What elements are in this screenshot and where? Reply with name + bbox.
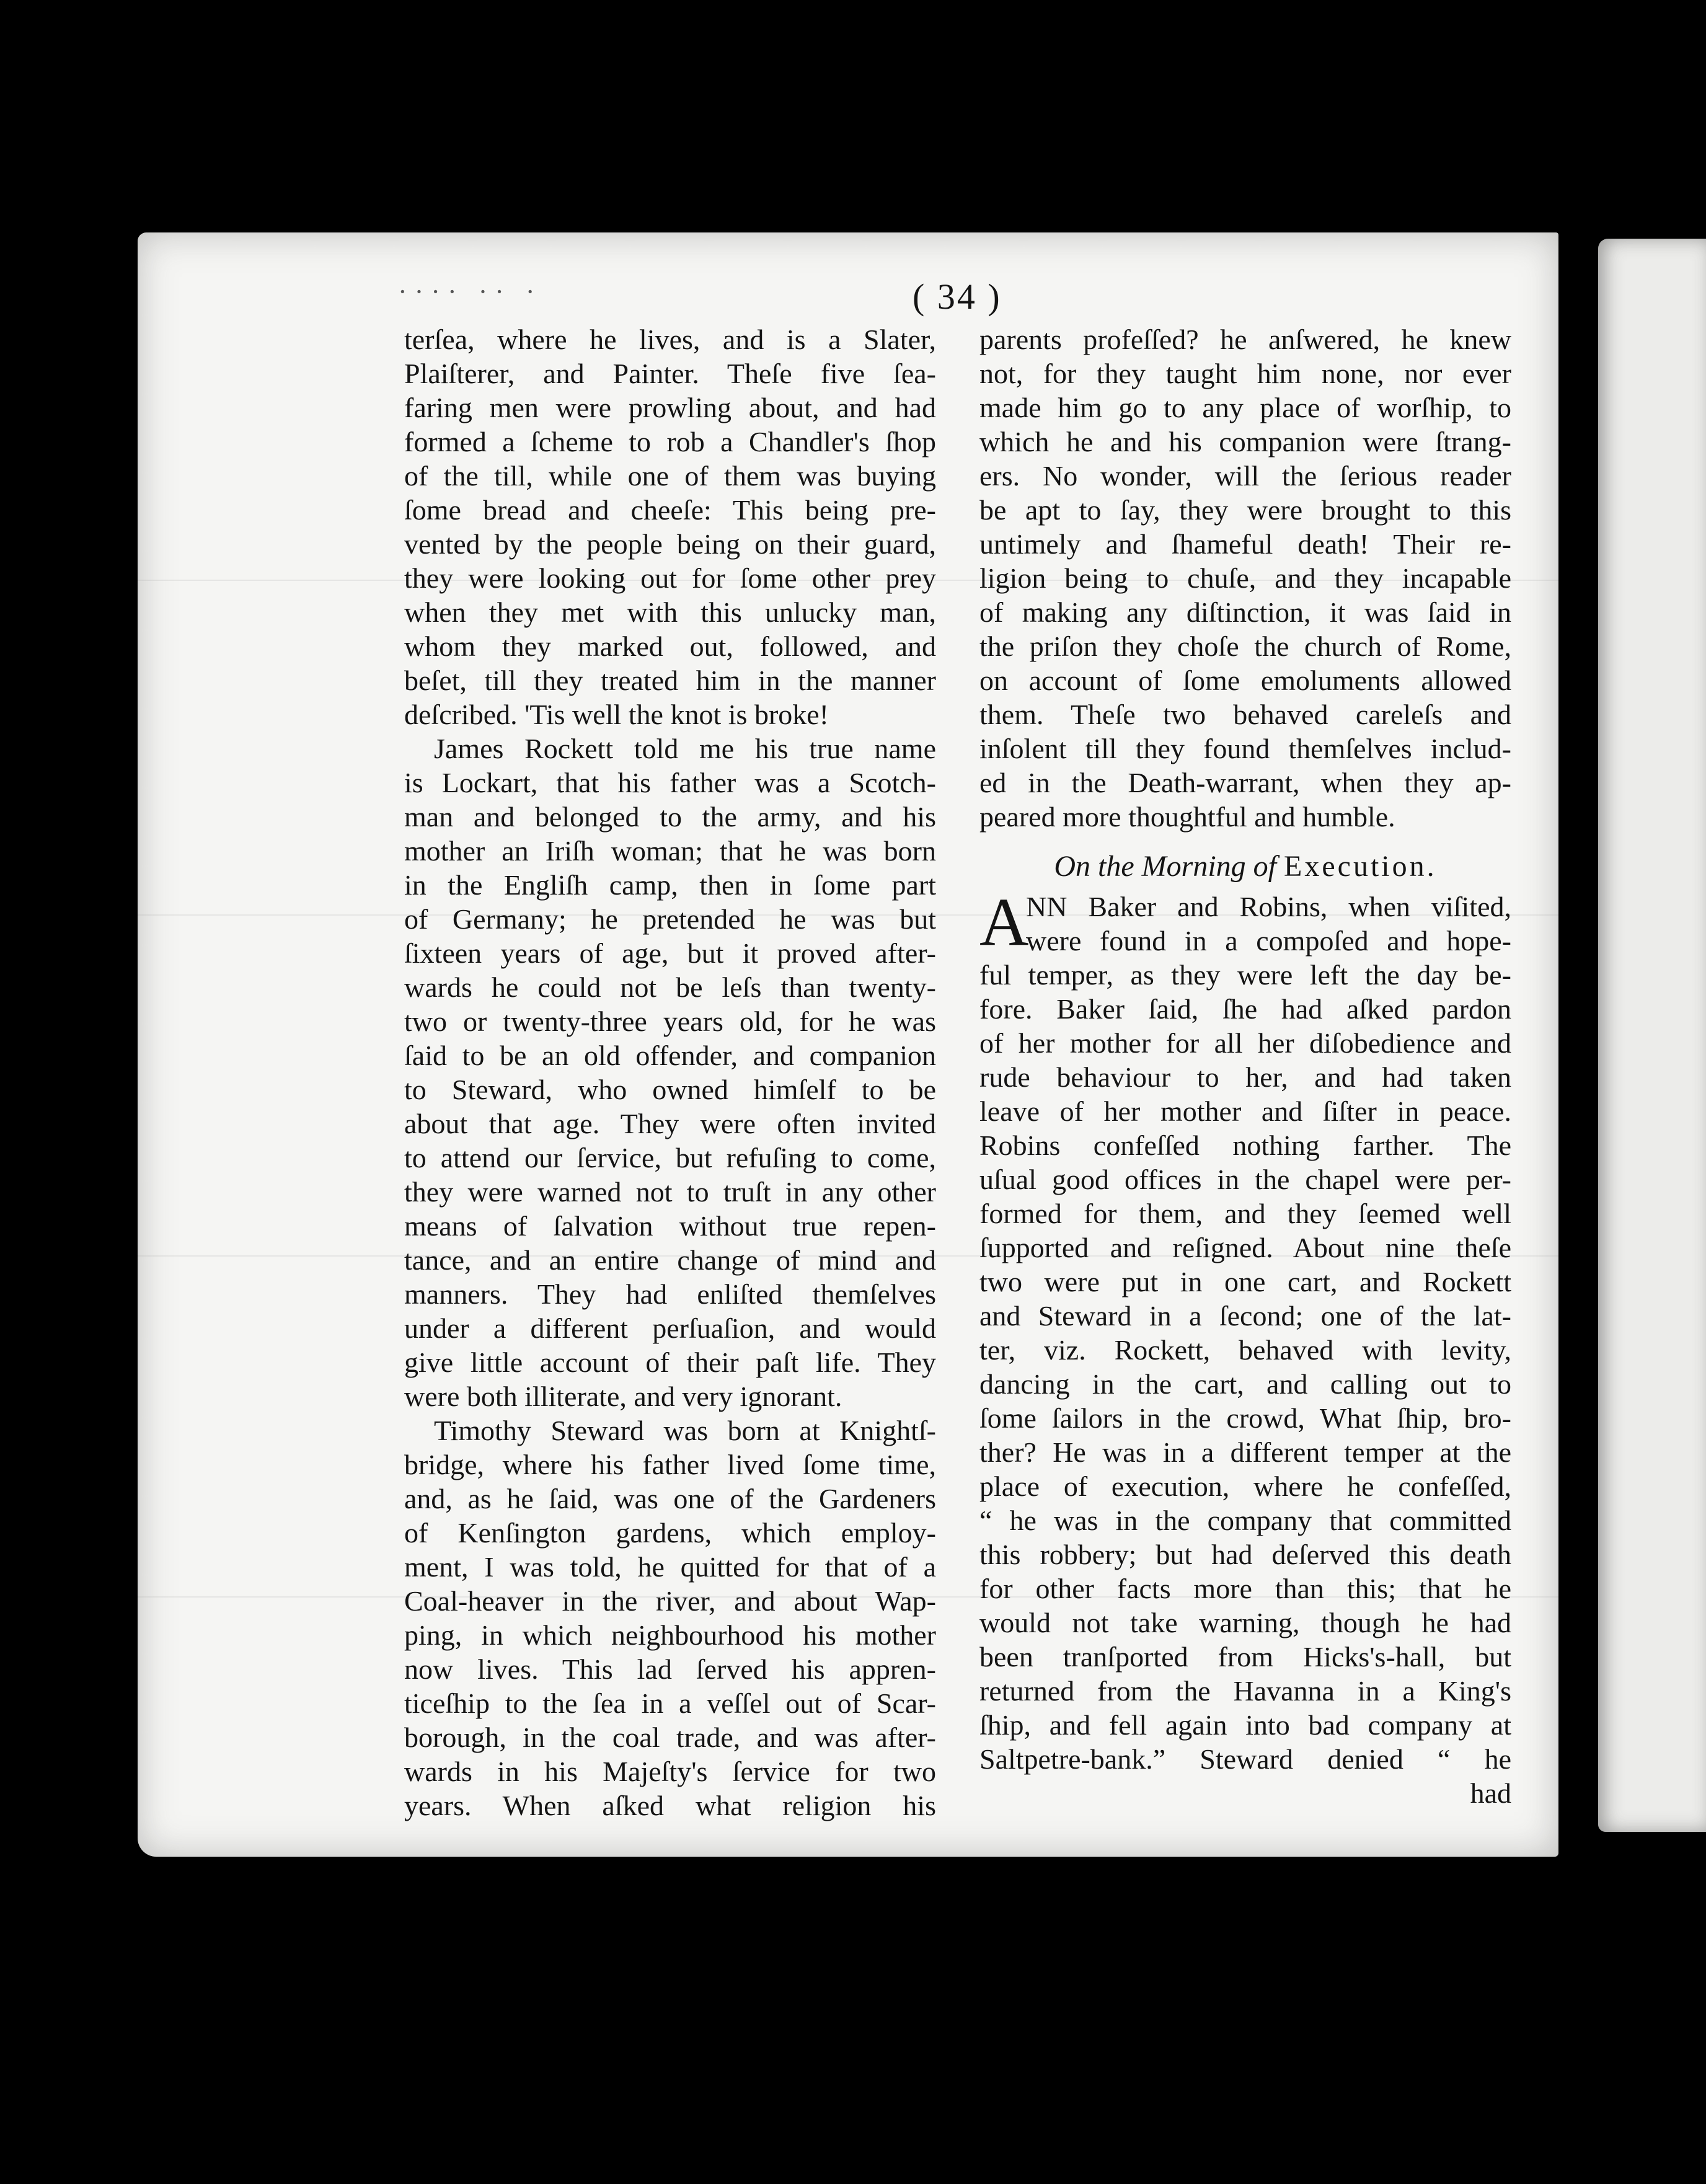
text-line-content: Robins confeſſed nothing farther. The xyxy=(979,1130,1511,1161)
text-line-content: ſaid to be an old offender, and companion xyxy=(404,1040,936,1071)
text-line xyxy=(979,1367,1511,1401)
text-line-content: ſixteen years of age, but it proved after- xyxy=(404,937,936,969)
printing-specks: ···· ·· · xyxy=(398,276,542,307)
text-line-content: of the till, while one of them was buying xyxy=(404,460,936,492)
text-line-content: been tranſported from Hicks's-hall, but xyxy=(979,1641,1511,1673)
text-line-content: and Steward in a ſecond; one of the lat- xyxy=(979,1300,1511,1332)
text-line xyxy=(404,1720,936,1754)
text-line-content: them. Theſe two behaved careleſs and xyxy=(979,699,1511,730)
text-line-content: they were warned not to truſt in any other xyxy=(404,1176,936,1208)
text-line xyxy=(979,1060,1511,1094)
text-line xyxy=(979,800,1511,834)
heading-caps: Execution. xyxy=(1284,850,1437,883)
text-line xyxy=(979,766,1511,800)
text-line xyxy=(404,493,936,527)
right-column xyxy=(979,322,1511,1810)
text-line-content: ſome bread and cheeſe: This being pre- xyxy=(404,494,936,526)
text-line xyxy=(979,1640,1511,1674)
text-line xyxy=(404,595,936,629)
text-line xyxy=(404,697,936,732)
text-line xyxy=(979,356,1511,391)
text-line-content: leave of her mother and ſiſter in peace. xyxy=(979,1095,1511,1127)
text-line xyxy=(404,766,936,800)
text-line xyxy=(404,425,936,459)
text-line xyxy=(979,1537,1511,1572)
text-line xyxy=(979,697,1511,732)
text-line xyxy=(404,936,936,970)
text-line xyxy=(404,1175,936,1209)
text-line xyxy=(404,1686,936,1720)
text-line xyxy=(979,1162,1511,1196)
text-line-content: on account of ſome emoluments allowed xyxy=(979,665,1511,696)
text-line-content: rude behaviour to her, and had taken xyxy=(979,1061,1511,1093)
text-line xyxy=(404,1584,936,1618)
text-line xyxy=(404,970,936,1004)
text-line-content: wards in his Majeſty's ſervice for two xyxy=(404,1756,936,1787)
text-line xyxy=(979,924,1511,958)
text-line xyxy=(979,663,1511,697)
text-line-content: two or twenty-three years old, for he was xyxy=(404,1006,936,1037)
text-line xyxy=(404,1107,936,1141)
text-line-content: means of ſalvation without true repen- xyxy=(404,1210,936,1242)
text-line xyxy=(979,1299,1511,1333)
text-line xyxy=(404,902,936,936)
text-line-content: ment, I was told, he quitted for that of a xyxy=(404,1551,936,1583)
text-line-content: this robbery; but had deſerved this death xyxy=(979,1539,1511,1570)
text-line-content: uſual good offices in the chapel were per- xyxy=(979,1164,1511,1195)
text-line-content: they were looking out for ſome other prey xyxy=(404,562,936,594)
text-line xyxy=(404,1141,936,1175)
text-line xyxy=(979,459,1511,493)
text-line xyxy=(979,1094,1511,1128)
text-line-content: were both illiterate, and very ignorant. xyxy=(404,1381,842,1412)
text-line-content: be apt to ſay, they were brought to this xyxy=(979,494,1511,526)
text-line-content: now lives. This lad ſerved his appren- xyxy=(404,1653,936,1685)
text-line-content: and, as he ſaid, was one of the Gardeners xyxy=(404,1483,936,1514)
text-line-content: give little account of their paſt life. They xyxy=(404,1346,936,1378)
text-line-content: wards he could not be leſs than twenty- xyxy=(404,971,936,1003)
text-line xyxy=(404,322,936,356)
text-line-content: Saltpetre-bank.” Steward denied “ he xyxy=(979,1743,1511,1775)
text-line-content: returned from the Havanna in a King's xyxy=(979,1675,1511,1707)
text-line xyxy=(979,1503,1511,1537)
text-line-content: peared more thoughtful and humble. xyxy=(979,801,1395,833)
adjacent-page-edge xyxy=(1598,239,1706,1832)
text-line xyxy=(979,1674,1511,1708)
text-line xyxy=(979,1572,1511,1606)
section-heading xyxy=(979,849,1511,883)
text-line-content: man and belonged to the army, and his xyxy=(404,801,936,833)
text-line xyxy=(404,1072,936,1107)
text-line xyxy=(404,1004,936,1038)
text-line-content: vented by the people being on their guard, xyxy=(404,528,936,560)
text-line xyxy=(404,800,936,834)
catchword: had xyxy=(1470,1777,1511,1809)
text-line-content: ſupported and reſigned. About nine theſe xyxy=(979,1232,1511,1263)
text-line xyxy=(404,663,936,697)
left-column xyxy=(404,322,936,1823)
text-line-content: bridge, where his father lived ſome time, xyxy=(404,1449,936,1480)
text-line-content: fore. Baker ſaid, ſhe had aſked pardon xyxy=(979,993,1511,1025)
text-line xyxy=(979,992,1511,1026)
text-line xyxy=(404,356,936,391)
text-line-content: mother an Iriſh woman; that he was born xyxy=(404,835,936,867)
text-line-content: manners. They had enliſted themſelves xyxy=(404,1278,936,1310)
text-line xyxy=(404,1652,936,1686)
text-line-content: ſhip, and fell again into bad company at xyxy=(979,1709,1511,1741)
text-line-content: ed in the Death-warrant, when they ap- xyxy=(979,767,1511,798)
text-line xyxy=(404,629,936,663)
text-line xyxy=(979,1026,1511,1060)
text-line-content: the priſon they choſe the church of Rome, xyxy=(979,630,1511,662)
text-line-content: made him go to any place of worſhip, to xyxy=(979,392,1511,423)
text-line-content: “ he was in the company that committed xyxy=(979,1505,1511,1536)
text-line xyxy=(979,561,1511,595)
text-line-content: ter, viz. Rockett, behaved with levity, xyxy=(979,1334,1511,1366)
text-line-content: Coal-heaver in the river, and about Wap- xyxy=(404,1585,936,1617)
page-number: ( 34 ) xyxy=(913,276,1002,317)
text-line xyxy=(979,1231,1511,1265)
text-line-content: NN Baker and Robins, when viſited, xyxy=(1026,891,1511,922)
text-line xyxy=(979,629,1511,663)
text-line xyxy=(979,1435,1511,1469)
text-line xyxy=(979,527,1511,561)
text-line-content: Plaiſterer, and Painter. Theſe five ſea- xyxy=(404,358,936,389)
text-line-content: untimely and ſhameful death! Their re- xyxy=(979,528,1511,560)
text-line xyxy=(979,595,1511,629)
text-line xyxy=(404,868,936,902)
text-line-content: parents profeſſed? he anſwered, he knew xyxy=(979,324,1511,355)
text-line-content: of Germany; he pretended he was but xyxy=(404,903,936,935)
text-line xyxy=(979,1469,1511,1503)
text-line-content: of Kenſington gardens, which employ- xyxy=(404,1517,936,1549)
text-line-content: of her mother for all her diſobedience and xyxy=(979,1027,1511,1059)
text-line xyxy=(979,1196,1511,1231)
text-line-content: not, for they taught him none, nor ever xyxy=(979,358,1511,389)
text-line xyxy=(979,1742,1511,1776)
text-line xyxy=(979,1265,1511,1299)
text-line xyxy=(404,1482,936,1516)
text-line xyxy=(979,1606,1511,1640)
text-line-content: whom they marked out, followed, and xyxy=(404,630,936,662)
text-line xyxy=(404,561,936,595)
text-line-content: when they met with this unlucky man, xyxy=(404,596,936,628)
text-line-content: two were put in one cart, and Rockett xyxy=(979,1266,1511,1298)
text-line xyxy=(404,732,936,766)
text-line xyxy=(404,1209,936,1243)
text-line-content: ping, in which neighbourhood his mother xyxy=(404,1619,936,1651)
text-line-content: is Lockart, that his father was a Scotch- xyxy=(404,767,936,798)
text-line-content: ticeſhip to the ſea in a veſſel out of Scar- xyxy=(404,1687,936,1719)
text-line-content: inſolent till they found themſelves includ- xyxy=(979,733,1511,764)
text-line xyxy=(404,527,936,561)
text-line-content: Timothy Steward was born at Knightſ- xyxy=(434,1415,936,1446)
text-line-content: formed a ſcheme to rob a Chandler's ſhop xyxy=(404,426,936,458)
text-line xyxy=(979,1708,1511,1742)
right-column-top-text xyxy=(979,322,1511,834)
text-line-content: to Steward, who owned himſelf to be xyxy=(404,1074,936,1105)
text-line xyxy=(404,1618,936,1652)
text-line xyxy=(404,1379,936,1413)
text-line-content: terſea, where he lives, and is a Slater, xyxy=(404,324,936,355)
text-line xyxy=(404,1243,936,1277)
text-line-content: place of execution, where he confeſſed, xyxy=(979,1470,1511,1502)
text-line xyxy=(979,1128,1511,1162)
text-line-content: faring men were prowling about, and had xyxy=(404,392,936,423)
text-line xyxy=(404,1413,936,1448)
text-line xyxy=(979,958,1511,992)
text-line-content: ligion being to chuſe, and they incapable xyxy=(979,562,1511,594)
text-line xyxy=(979,322,1511,356)
text-line-content: formed for them, and they ſeemed well xyxy=(979,1198,1511,1229)
text-line xyxy=(404,834,936,868)
text-line-content: deſcribed. 'Tis well the knot is broke! xyxy=(404,699,829,730)
text-line xyxy=(404,1345,936,1379)
text-line xyxy=(979,1401,1511,1435)
text-line xyxy=(979,732,1511,766)
text-line-content: years. When aſked what religion his xyxy=(404,1790,936,1821)
text-line xyxy=(404,1277,936,1311)
text-line xyxy=(404,1788,936,1823)
heading-italic: On the Morning of xyxy=(1054,850,1277,883)
text-line-content: dancing in the cart, and calling out to xyxy=(979,1368,1511,1400)
text-line-content: of making any diſtinction, it was ſaid in xyxy=(979,596,1511,628)
right-column-bottom-text xyxy=(979,884,1511,1776)
text-line-content: about that age. They were often invited xyxy=(404,1108,936,1139)
text-line xyxy=(404,1516,936,1550)
text-line xyxy=(979,493,1511,527)
document-page xyxy=(138,232,1558,1857)
text-line xyxy=(404,391,936,425)
text-line-content: were found in a compoſed and hope- xyxy=(1026,925,1511,957)
text-line xyxy=(404,459,936,493)
drop-cap-letter: A xyxy=(979,884,1029,960)
text-line xyxy=(979,1333,1511,1367)
text-line-content: in the Engliſh camp, then in ſome part xyxy=(404,869,936,901)
text-line xyxy=(404,1311,936,1345)
text-line xyxy=(404,1448,936,1482)
text-line-content: under a different perſuaſion, and would xyxy=(404,1312,936,1344)
text-line-content: for other facts more than this; that he xyxy=(979,1573,1511,1604)
text-line-content: borough, in the coal trade, and was after- xyxy=(404,1722,936,1753)
text-line-content: ful temper, as they were left the day be- xyxy=(979,959,1511,991)
text-line-content: ſome ſailors in the crowd, What ſhip, bro- xyxy=(979,1402,1511,1434)
text-line-content: which he and his companion were ſtrang- xyxy=(979,426,1511,458)
text-line-content: to attend our ſervice, but refuſing to come, xyxy=(404,1142,936,1174)
text-line xyxy=(979,391,1511,425)
text-line-content: ther? He was in a different temper at the xyxy=(979,1436,1511,1468)
text-line xyxy=(979,425,1511,459)
text-line xyxy=(404,1754,936,1788)
text-line-content: would not take warning, though he had xyxy=(979,1607,1511,1638)
text-line xyxy=(404,1038,936,1072)
text-line-content: ers. No wonder, will the ſerious reader xyxy=(979,460,1511,492)
text-line-content: tance, and an entire change of mind and xyxy=(404,1244,936,1276)
text-line xyxy=(404,1550,936,1584)
text-line-content: beſet, till they treated him in the manner xyxy=(404,665,936,696)
text-line-content: James Rockett told me his true name xyxy=(434,733,936,764)
